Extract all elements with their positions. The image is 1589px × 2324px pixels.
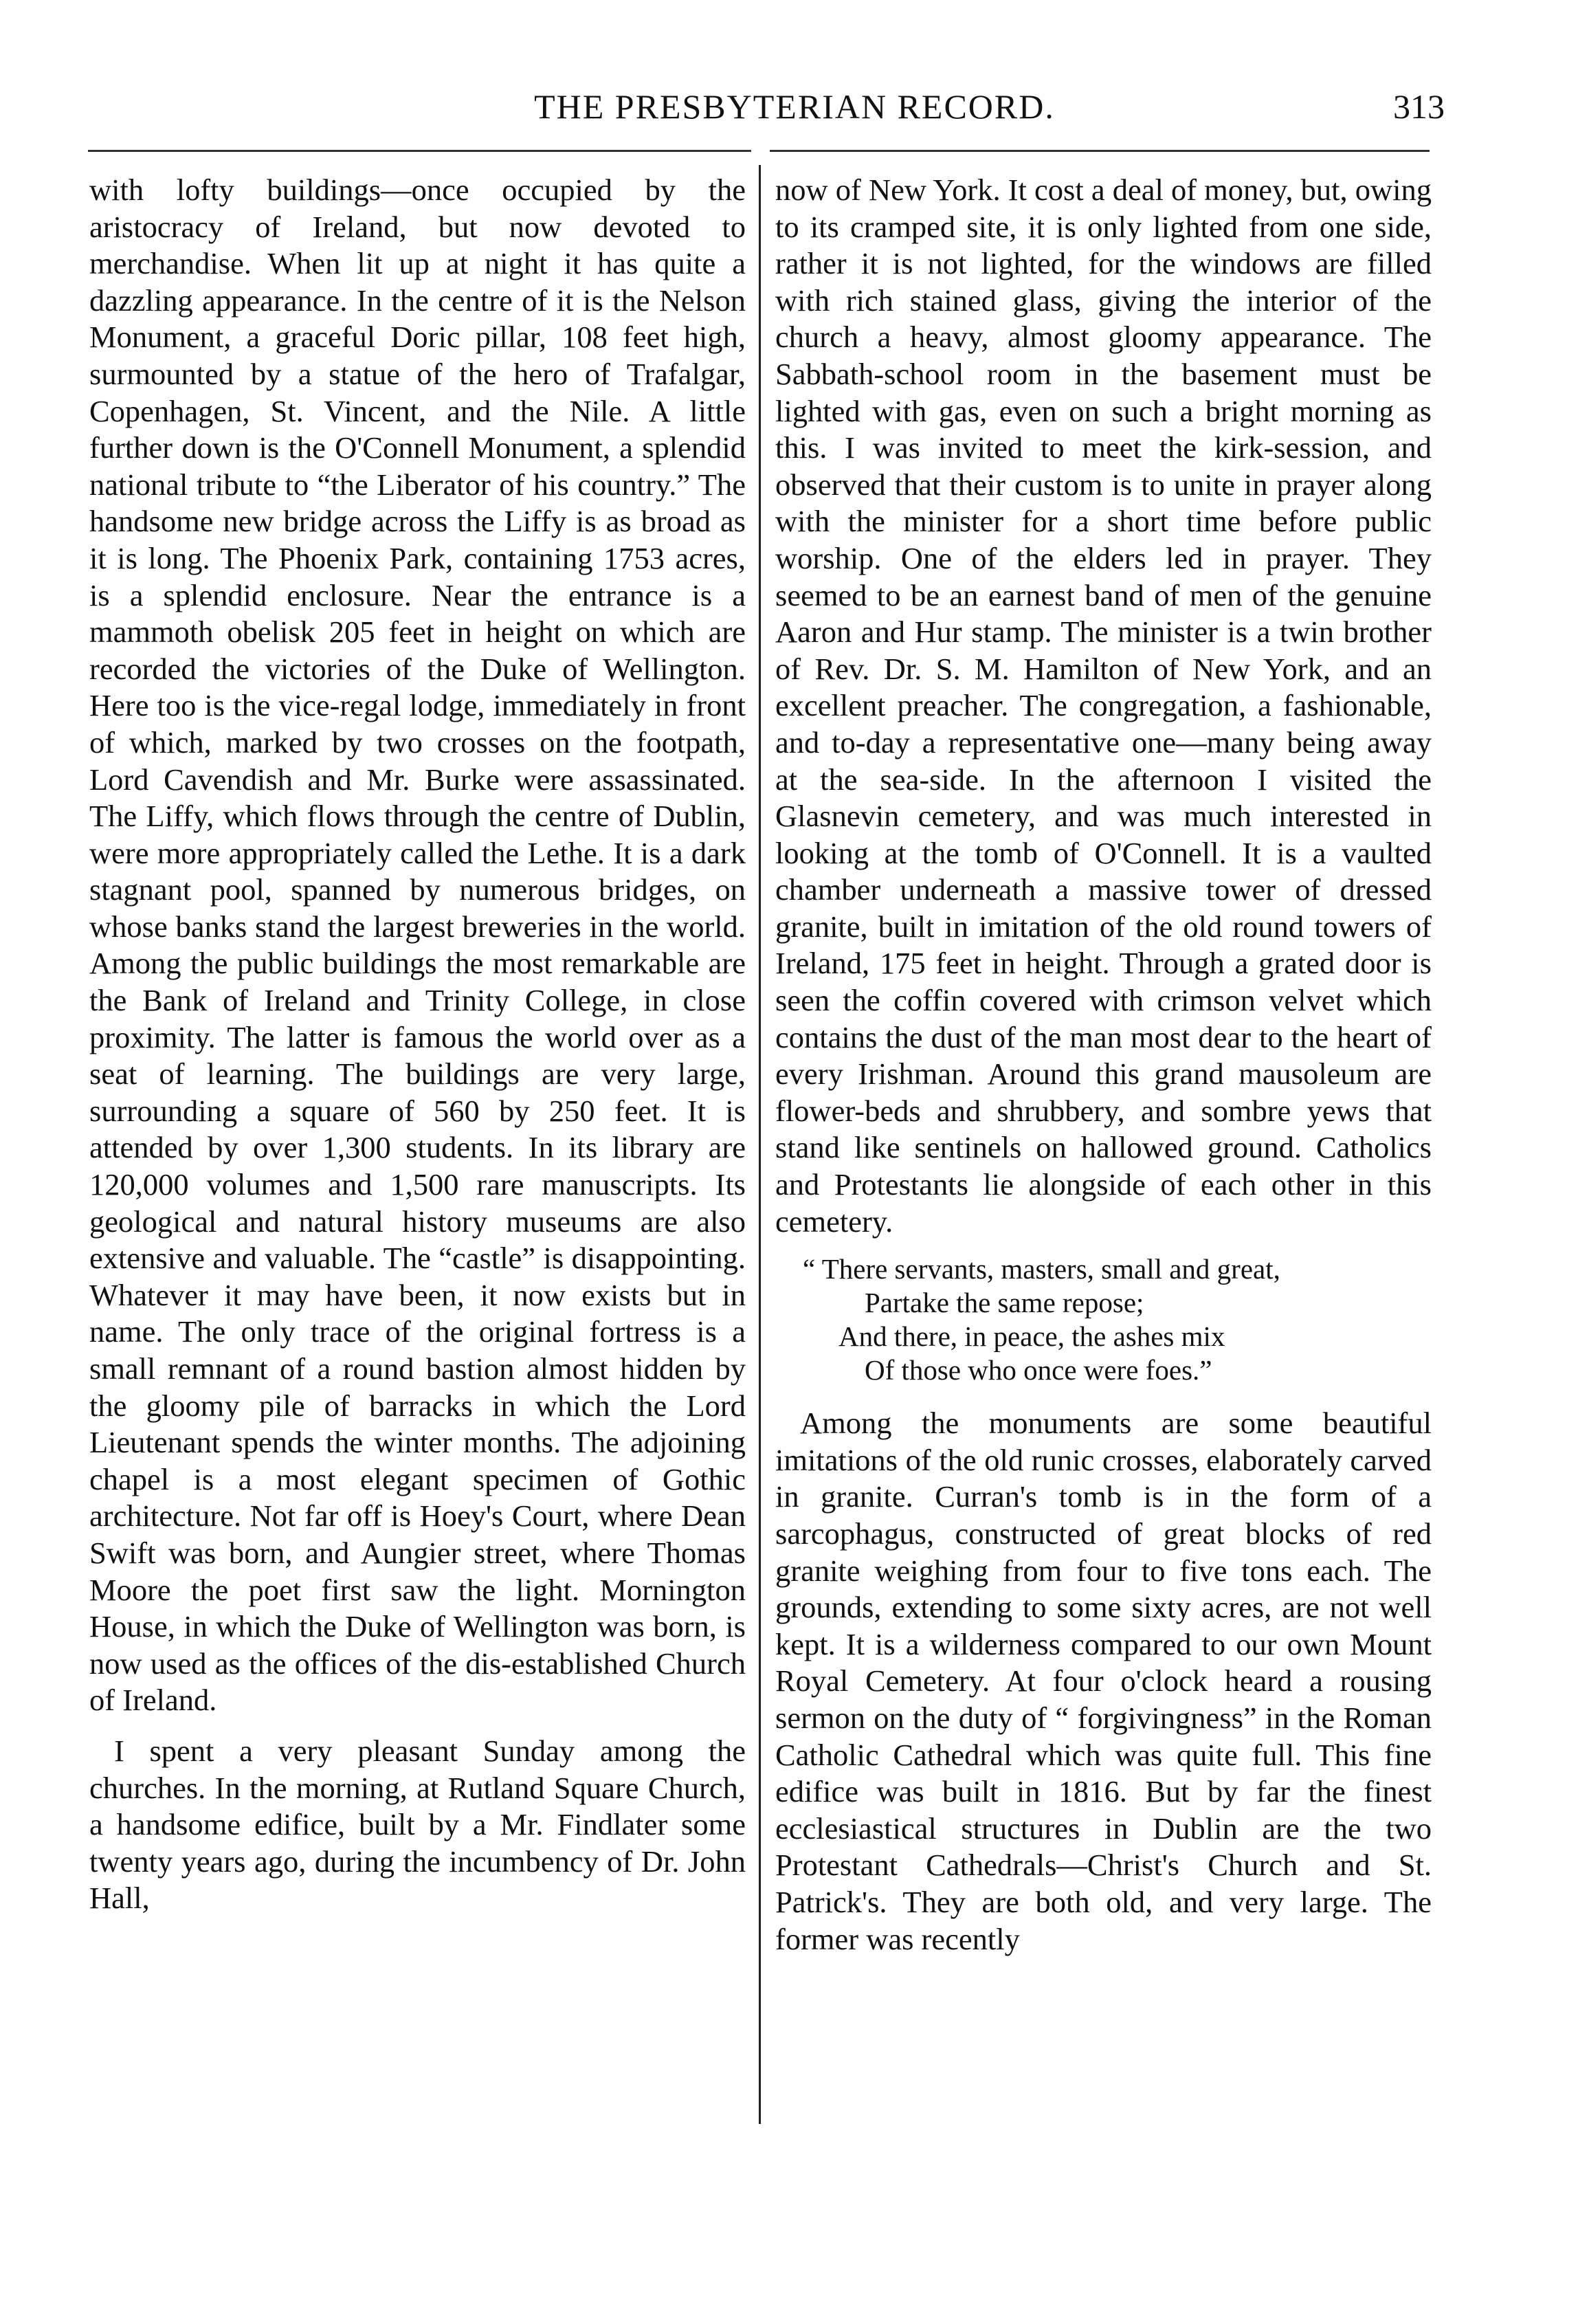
poem-line-3: And there, in peace, the ashes mix (838, 1320, 1225, 1353)
journal-title: THE PRESBYTERIAN RECORD. (534, 87, 1055, 126)
header-rule-left (88, 150, 751, 152)
page-number: 313 (1393, 87, 1445, 126)
poem-quote (775, 1252, 1432, 1387)
header-rule-right (770, 150, 1430, 152)
poem-line-4: Of those who once were foes.” (865, 1354, 1212, 1386)
left-column (89, 172, 746, 1917)
left-paragraph-1: with lofty buildings—once occupied by the aristocracy of Ireland, but now devoted to merchandise. When lit up at night it has quite a dazzling appearance. In the centre of it is the Nelson Monument, a graceful Doric pillar, 108 feet high, surmounted by a statue of the hero of Trafalgar, Copenhagen, St. Vincent, and the Nile. A little further down is the O'Connell Monument, a splendid national tribute to “the Liberator of his country.” The handsome new bridge across the Liffy is as broad as it is long. The Phoenix Park, containing 1753 acres, is a splendid enclosure. Near the entrance is a mammoth obelisk 205 feet in height on which are recorded the victories of the Duke of Wellington. Here too is the vice-regal lodge, immediately in front of which, marked by two crosses on the footpath, Lord Cavendish and Mr. Burke were assassinated. The Liffy, which flows through the centre of Dublin, were more appropriately called the Lethe. It is a dark stagnant pool, spanned by numerous bridges, on whose banks stand the largest breweries in the world. Among the public buildings the most remarkable are the Bank of Ireland and Trinity College, in close proximity. The latter is famous the world over as a seat of learning. The buildings are very large, surrounding a square of 560 by 250 feet. It is attended by over 1,300 students. In its library are 120,000 volumes and 1,500 rare manuscripts. Its geological and natural history museums are also extensive and valuable. The “castle” is disappointing. Whatever it may have been, it now exists but in name. The only trace of the original fortress is a small remnant of a round bastion almost hidden by the gloomy pile of barracks in which the Lord Lieutenant spends the winter months. The adjoining chapel is a most elegant specimen of Gothic architecture. Not far off is Hoey's Court, where Dean Swift was born, and Aungier street, where Thomas Moore the poet first saw the light. Mornington House, in which the Duke of Wellington was born, is now used as the offices of the dis-established Church of Ireland. (89, 173, 746, 1718)
poem-line-2: Partake the same repose; (865, 1287, 1144, 1319)
column-divider (759, 165, 761, 2124)
poem-line-1: “ There servants, masters, small and great, (803, 1253, 1280, 1285)
right-column (775, 172, 1432, 1958)
left-paragraph-2: I spent a very pleasant Sunday among the churches. In the morning, at Rutland Square Church, a handsome edifice, built by a Mr. Findlater some twenty years ago, during the incumbency of Dr. John Hall, (89, 1733, 746, 1916)
right-paragraph-1: now of New York. It cost a deal of money, but, owing to its cramped site, it is only lighted from one side, rather it is not lighted, for the windows are filled with rich stained glass, giving the interior of the church a heavy, almost gloomy appearance. The Sabbath-school room in the basement must be lighted with gas, even on such a bright morning as this. I was invited to meet the kirk-session, and observed that their custom is to unite in prayer along with the minister for a short time before public worship. One of the elders led in prayer. They seemed to be an earnest band of men of the genuine Aaron and Hur stamp. The minister is a twin brother of Rev. Dr. S. M. Hamilton of New York, and an excellent preacher. The congregation, a fashionable, and to-day a representative one—many being away at the sea-side. In the afternoon I visited the Glasnevin cemetery, and was much interested in looking at the tomb of O'Connell. It is a vaulted chamber underneath a massive tower of dressed granite, built in imitation of the old round towers of Ireland, 175 feet in height. Through a grated door is seen the coffin covered with crimson velvet which contains the dust of the man most dear to the heart of every Irishman. Around this grand mausoleum are flower-beds and shrubbery, and sombre yews that stand like sentinels on hallowed ground. Catholics and Protestants lie alongside of each other in this cemetery. (775, 173, 1432, 1239)
right-paragraph-2: Among the monuments are some beautiful imitations of the old runic crosses, elaborately carved in granite. Curran's tomb is in the form of a sarcophagus, constructed of great blocks of red granite weighing from four to five tons each. The grounds, extending to some sixty acres, are not well kept. It is a wilderness compared to our own Mount Royal Cemetery. At four o'clock heard a rousing sermon on the duty of “ forgivingness” in the Roman Catholic Cathedral which was quite full. This fine edifice was built in 1816. But by far the finest ecclesiastical structures in Dublin are the two Protestant Cathedrals—Christ's Church and St. Patrick's. They are both old, and very large. The former was recently (775, 1406, 1432, 1956)
page-header (0, 81, 1589, 136)
